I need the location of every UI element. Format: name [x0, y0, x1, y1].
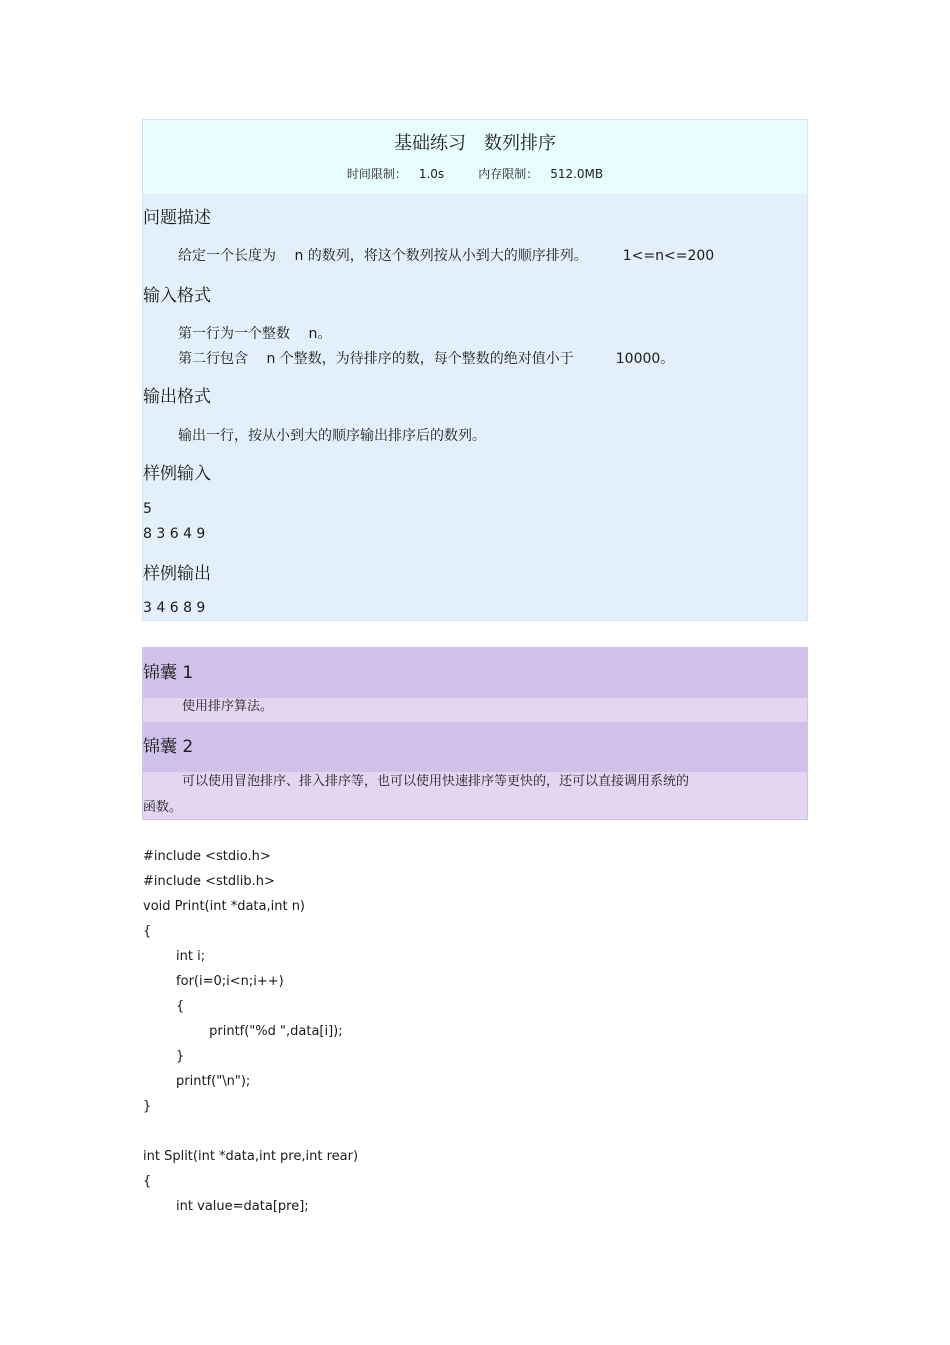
sample-input-line: 8 3 6 4 9 [143, 526, 206, 542]
sample-input-line: 5 [143, 501, 152, 517]
code-line: int i; [143, 949, 206, 964]
sample-output-line: 3 4 6 8 9 [143, 600, 206, 616]
problem-title: 基础练习 数列排序 [394, 133, 556, 154]
code-line: int value=data[pre]; [143, 1199, 309, 1214]
code-line: void Print(int *data,int n) [143, 899, 306, 914]
input-format-line: 第一行为一个整数 n。 [178, 326, 332, 342]
hint-1-title: 锦囊 1 [143, 648, 807, 698]
input-format-line: 第二行包含 n 个整数，为待排序的数，每个整数的绝对值小于 10000。 [178, 351, 675, 367]
code-line: { [143, 924, 152, 939]
input-format-heading: 输入格式 [143, 286, 211, 306]
time-limit-label: 时间限制： [346, 167, 407, 181]
code-line: for(i=0;i<n;i++) [143, 974, 284, 989]
code-line: } [143, 1099, 152, 1114]
description-text: 给定一个长度为 n 的数列，将这个数列按从小到大的顺序排列。 1<=n<=200 [178, 248, 715, 264]
code-line: #include <stdio.h> [143, 849, 271, 864]
memory-limit-value: 512.0MB [550, 167, 604, 181]
problem-header [143, 120, 807, 194]
hint-2-text: 可以使用冒泡排序、排入排序等，也可以使用快速排序等更快的，还可以直接调用系统的 [182, 774, 690, 789]
hint-2-title: 锦囊 2 [143, 722, 807, 772]
description-heading: 问题描述 [143, 208, 211, 228]
sample-output-heading: 样例输出 [143, 564, 211, 584]
code-line: } [143, 1049, 185, 1064]
time-limit-value: 1.0s [418, 167, 445, 181]
code-line: { [143, 999, 185, 1014]
code-line: printf("\n"); [143, 1074, 251, 1089]
hint-2-text: 函数。 [143, 800, 183, 815]
hints-panel [142, 647, 808, 820]
output-format-text: 输出一行，按从小到大的顺序输出排序后的数列。 [178, 428, 486, 444]
output-format-heading: 输出格式 [143, 387, 211, 407]
problem-card [142, 119, 808, 621]
code-line: printf("%d ",data[i]); [143, 1024, 343, 1039]
limits-row [143, 166, 807, 182]
memory-limit-label: 内存限制： [478, 167, 539, 181]
code-line: int Split(int *data,int pre,int rear) [143, 1149, 359, 1164]
code-line: { [143, 1174, 152, 1189]
code-line: #include <stdlib.h> [143, 874, 275, 889]
sample-input-heading: 样例输入 [143, 464, 211, 484]
hint-1-text: 使用排序算法。 [182, 699, 274, 714]
